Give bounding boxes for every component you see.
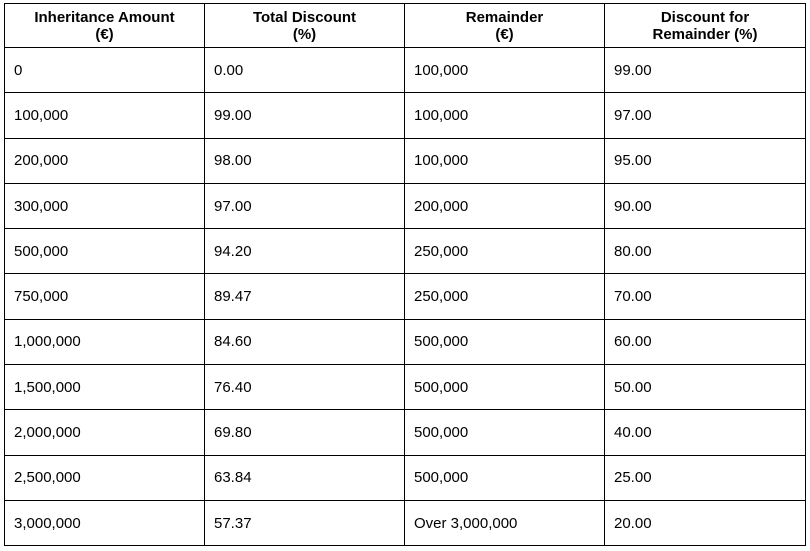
header-row xyxy=(5,4,806,48)
remainder-cell: 200,000 xyxy=(405,183,605,228)
discount-for-remainder-cell: 95.00 xyxy=(605,138,806,183)
discount-for-remainder-cell: 60.00 xyxy=(605,319,806,364)
inheritance-amount-cell: 2,000,000 xyxy=(5,410,205,455)
header-line: Remainder xyxy=(465,8,544,26)
total-discount-cell: 97.00 xyxy=(205,183,405,228)
inheritance-amount-cell: 2,500,000 xyxy=(5,455,205,500)
remainder-cell: 100,000 xyxy=(405,138,605,183)
total-discount-cell: 76.40 xyxy=(205,365,405,410)
header-line: Discount for xyxy=(660,8,750,26)
discount-for-remainder-cell: 97.00 xyxy=(605,93,806,138)
total-discount-cell: 63.84 xyxy=(205,455,405,500)
discount-for-remainder-cell: 99.00 xyxy=(605,48,806,93)
total-discount-cell: 98.00 xyxy=(205,138,405,183)
discount-for-remainder-cell: 90.00 xyxy=(605,183,806,228)
inheritance-amount-cell: 300,000 xyxy=(5,183,205,228)
inheritance-amount-cell: 750,000 xyxy=(5,274,205,319)
table-row xyxy=(5,274,806,319)
total-discount-cell: 0.00 xyxy=(205,48,405,93)
header-line: Inheritance Amount xyxy=(34,8,175,26)
discount-for-remainder-cell: 25.00 xyxy=(605,455,806,500)
inheritance-amount-cell: 100,000 xyxy=(5,93,205,138)
inheritance-amount-cell: 500,000 xyxy=(5,229,205,274)
inheritance-amount-cell: 3,000,000 xyxy=(5,500,205,545)
total-discount-cell: 99.00 xyxy=(205,93,405,138)
table-body xyxy=(5,48,806,546)
remainder-cell: 500,000 xyxy=(405,365,605,410)
table-row xyxy=(5,93,806,138)
table-row xyxy=(5,48,806,93)
table-row xyxy=(5,455,806,500)
table-row xyxy=(5,319,806,364)
header-discount-for-remainder xyxy=(605,4,806,48)
total-discount-cell: 84.60 xyxy=(205,319,405,364)
inheritance-amount-cell: 200,000 xyxy=(5,138,205,183)
remainder-cell: 100,000 xyxy=(405,48,605,93)
remainder-cell: 100,000 xyxy=(405,93,605,138)
table-row xyxy=(5,500,806,545)
table-row xyxy=(5,229,806,274)
discount-for-remainder-cell: 20.00 xyxy=(605,500,806,545)
header-remainder xyxy=(405,4,605,48)
discount-for-remainder-cell: 70.00 xyxy=(605,274,806,319)
remainder-cell: 500,000 xyxy=(405,410,605,455)
remainder-cell: 500,000 xyxy=(405,455,605,500)
remainder-cell: 250,000 xyxy=(405,274,605,319)
total-discount-cell: 57.37 xyxy=(205,500,405,545)
discount-for-remainder-cell: 50.00 xyxy=(605,365,806,410)
header-unit: (€) xyxy=(495,25,514,43)
total-discount-cell: 69.80 xyxy=(205,410,405,455)
discount-for-remainder-cell: 80.00 xyxy=(605,229,806,274)
header-inheritance-amount xyxy=(5,4,205,48)
remainder-cell: Over 3,000,000 xyxy=(405,500,605,545)
total-discount-cell: 89.47 xyxy=(205,274,405,319)
inheritance-amount-cell: 0 xyxy=(5,48,205,93)
table-header xyxy=(5,4,806,48)
remainder-cell: 250,000 xyxy=(405,229,605,274)
header-unit: Remainder (%) xyxy=(652,25,758,43)
table-row xyxy=(5,183,806,228)
header-unit: (%) xyxy=(292,25,317,43)
inheritance-amount-cell: 1,000,000 xyxy=(5,319,205,364)
header-unit: (€) xyxy=(95,25,114,43)
table-row xyxy=(5,365,806,410)
inheritance-amount-cell: 1,500,000 xyxy=(5,365,205,410)
header-line: Total Discount xyxy=(252,8,357,26)
total-discount-cell: 94.20 xyxy=(205,229,405,274)
table-row xyxy=(5,410,806,455)
inheritance-discount-table xyxy=(4,3,806,546)
remainder-cell: 500,000 xyxy=(405,319,605,364)
table-row xyxy=(5,138,806,183)
discount-for-remainder-cell: 40.00 xyxy=(605,410,806,455)
header-total-discount xyxy=(205,4,405,48)
